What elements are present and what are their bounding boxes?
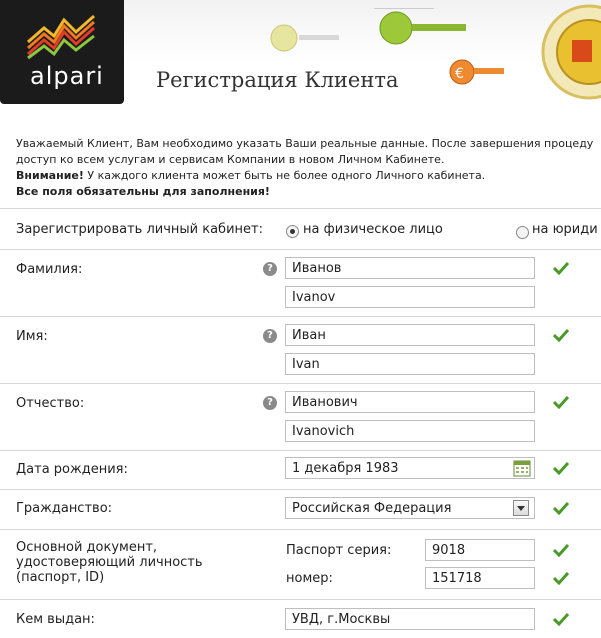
divider — [0, 529, 601, 530]
passport-number-label: номер: — [286, 571, 333, 586]
svg-text:€: € — [455, 66, 464, 82]
divider — [0, 450, 601, 451]
check-icon — [553, 612, 569, 626]
page-title: Регистрация Клиента — [156, 68, 399, 92]
check-icon — [553, 571, 569, 585]
document-label-line-1: Основной документ, — [16, 540, 158, 555]
radio-legal[interactable] — [516, 226, 529, 239]
logo-mark-icon — [24, 14, 98, 60]
patronymic-label: Отчество: — [16, 396, 85, 411]
register-type-label: Зарегистрировать личный кабинет: — [16, 222, 263, 237]
help-icon[interactable]: ? — [263, 329, 277, 343]
divider — [0, 599, 601, 600]
patronymic-en-input[interactable]: Ivanovich — [285, 420, 535, 442]
check-icon — [553, 543, 569, 557]
document-label-line-3: (паспорт, ID) — [16, 570, 105, 585]
alpari-logo[interactable] — [0, 0, 124, 104]
warning-message: У каждого клиента может быть не более одного Личного кабинета. — [83, 169, 486, 182]
intro-line-1: Уважаемый Клиент, Вам необходимо указать Ваши реальные данные. После завершения процеду — [16, 137, 594, 150]
required-notice: Все поля обязательны для заполнения! — [16, 185, 270, 198]
citizenship-select[interactable]: Российская Федерация — [285, 497, 535, 519]
radio-individual[interactable] — [286, 225, 299, 238]
birthdate-label: Дата рождения: — [16, 462, 128, 477]
check-icon — [553, 501, 569, 515]
divider — [0, 316, 601, 317]
dropdown-arrow-icon[interactable] — [513, 500, 529, 516]
passport-series-label: Паспорт серия: — [286, 543, 392, 558]
name-en-input[interactable]: Ivan — [285, 353, 535, 375]
divider — [0, 489, 601, 490]
passport-number-input[interactable]: 151718 — [425, 567, 535, 589]
divider — [0, 208, 601, 209]
passport-series-input[interactable]: 9018 — [425, 539, 535, 561]
check-icon — [553, 261, 569, 275]
divider — [0, 383, 601, 384]
patronymic-ru-input[interactable]: Иванович — [285, 391, 535, 413]
help-icon[interactable]: ? — [263, 262, 277, 276]
name-label: Имя: — [16, 329, 48, 344]
surname-ru-input[interactable]: Иванов — [285, 257, 535, 279]
name-ru-input[interactable]: Иван — [285, 324, 535, 346]
check-icon — [553, 395, 569, 409]
check-icon — [553, 328, 569, 342]
logo-wordmark: alpari — [30, 62, 104, 90]
issued-by-label: Кем выдан: — [16, 612, 95, 627]
radio-individual-label[interactable]: на физическое лицо — [303, 222, 443, 237]
citizenship-label: Гражданство: — [16, 501, 113, 516]
issued-by-input[interactable]: УВД, г.Москвы — [285, 608, 535, 630]
check-icon — [553, 461, 569, 475]
surname-label: Фамилия: — [16, 262, 83, 277]
warning-label: Внимание! — [16, 169, 84, 182]
intro-text — [16, 136, 601, 200]
radio-legal-label[interactable]: на юриди — [532, 222, 598, 237]
help-icon[interactable]: ? — [263, 396, 277, 410]
calendar-icon[interactable] — [513, 459, 531, 477]
divider — [0, 249, 601, 250]
document-label-line-2: удостоверяющий личность — [16, 555, 203, 570]
surname-en-input[interactable]: Ivanov — [285, 286, 535, 308]
warning-text — [16, 168, 601, 184]
intro-line-2: доступ ко всем услугам и сервисам Компании в новом Личном Кабинете. — [16, 153, 445, 166]
birthdate-input[interactable]: 1 декабря 1983 — [285, 457, 535, 479]
